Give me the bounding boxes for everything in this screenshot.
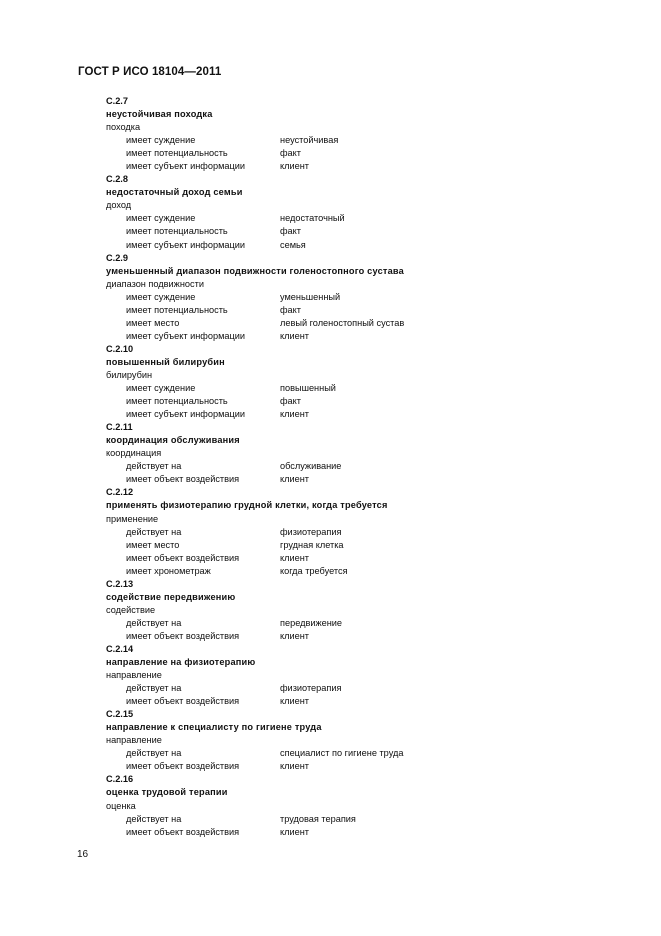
attribute-value: семья bbox=[280, 239, 306, 250]
attribute-row bbox=[106, 408, 606, 421]
attribute-name: имеет потенциальность bbox=[126, 304, 228, 315]
entry-section bbox=[106, 486, 606, 577]
attribute-name: имеет потенциальность bbox=[126, 226, 228, 237]
attribute-name: действует на bbox=[126, 461, 182, 472]
attribute-name: имеет субъект информации bbox=[126, 161, 246, 172]
attribute-value: клиент bbox=[280, 474, 310, 485]
attribute-row bbox=[106, 747, 606, 760]
attribute-value: специалист по гигиене труда bbox=[280, 748, 404, 759]
document-content bbox=[106, 95, 606, 839]
page-number: 16 bbox=[77, 849, 89, 860]
entry-concept: билирубин bbox=[106, 369, 153, 380]
attribute-name: имеет суждение bbox=[126, 291, 196, 302]
attribute-row bbox=[106, 539, 606, 552]
entry-section bbox=[106, 773, 606, 838]
entry-code: С.2.10 bbox=[106, 343, 134, 354]
entry-code: С.2.7 bbox=[106, 96, 128, 106]
attribute-name: имеет объект воздействия bbox=[126, 826, 240, 837]
attribute-name: имеет объект воздействия bbox=[126, 761, 240, 772]
attribute-row bbox=[106, 526, 606, 539]
attribute-row bbox=[106, 760, 606, 773]
attribute-name: имеет субъект информации bbox=[126, 330, 246, 341]
document-header: ГОСТ Р ИСО 18104—2011 bbox=[78, 66, 222, 78]
attribute-name: имеет суждение bbox=[126, 135, 196, 146]
entry-section bbox=[106, 578, 606, 643]
attribute-row bbox=[106, 395, 606, 408]
attribute-row bbox=[106, 826, 606, 839]
entry-section bbox=[106, 173, 606, 251]
attribute-value: физиотерапия bbox=[280, 526, 342, 537]
attribute-value: грудная клетка bbox=[280, 539, 344, 550]
attribute-value: когда требуется bbox=[280, 565, 348, 576]
entry-term: неустойчивая походка bbox=[106, 109, 213, 120]
attribute-value: уменьшенный bbox=[280, 291, 341, 302]
attribute-value: недостаточный bbox=[280, 213, 345, 224]
attribute-name: имеет место bbox=[126, 317, 180, 328]
entry-term: повышенный билирубин bbox=[106, 356, 225, 367]
entry-concept: применение bbox=[106, 513, 159, 524]
attribute-row bbox=[106, 134, 606, 147]
entry-section bbox=[106, 643, 606, 708]
attribute-row bbox=[106, 239, 606, 252]
entry-section bbox=[106, 421, 606, 486]
attribute-name: действует на bbox=[126, 526, 182, 537]
entry-concept: координация bbox=[106, 448, 162, 459]
entry-code: С.2.16 bbox=[106, 774, 134, 785]
attribute-row bbox=[106, 304, 606, 317]
attribute-row bbox=[106, 565, 606, 578]
attribute-row bbox=[106, 317, 606, 330]
attribute-value: клиент bbox=[280, 161, 310, 172]
entry-concept: диапазон подвижности bbox=[106, 278, 204, 289]
attribute-row bbox=[106, 291, 606, 304]
attribute-value: клиент bbox=[280, 409, 310, 420]
attribute-row bbox=[106, 225, 606, 238]
attribute-row bbox=[106, 617, 606, 630]
attribute-row bbox=[106, 330, 606, 343]
entry-term: содействие передвижению bbox=[106, 591, 236, 602]
attribute-row bbox=[106, 460, 606, 473]
attribute-value: неустойчивая bbox=[280, 135, 339, 146]
attribute-row bbox=[106, 552, 606, 565]
attribute-row bbox=[106, 147, 606, 160]
attribute-value: клиент bbox=[280, 330, 310, 341]
entry-term: оценка трудовой терапии bbox=[106, 787, 228, 798]
entry-code: С.2.14 bbox=[106, 643, 134, 654]
attribute-name: имеет объект воздействия bbox=[126, 630, 240, 641]
entry-concept: направление bbox=[106, 670, 162, 681]
attribute-name: действует на bbox=[126, 617, 182, 628]
entry-code: С.2.13 bbox=[106, 578, 134, 589]
attribute-name: имеет хронометраж bbox=[126, 565, 211, 576]
attribute-name: имеет потенциальность bbox=[126, 148, 228, 159]
entry-section bbox=[106, 95, 606, 173]
entry-section bbox=[106, 708, 606, 773]
entry-concept: доход bbox=[106, 200, 132, 211]
attribute-row bbox=[106, 813, 606, 826]
attribute-name: имеет объект воздействия bbox=[126, 552, 240, 563]
entry-concept: направление bbox=[106, 735, 162, 746]
attribute-name: имеет субъект информации bbox=[126, 409, 246, 420]
attribute-row bbox=[106, 473, 606, 486]
entry-term: координация обслуживания bbox=[106, 435, 240, 446]
attribute-name: действует на bbox=[126, 683, 182, 694]
attribute-name: имеет место bbox=[126, 539, 180, 550]
attribute-row bbox=[106, 695, 606, 708]
entry-term: направление на физиотерапию bbox=[106, 657, 256, 668]
attribute-value: клиент bbox=[280, 630, 310, 641]
attribute-name: имеет потенциальность bbox=[126, 396, 228, 407]
attribute-name: действует на bbox=[126, 748, 182, 759]
entry-section bbox=[106, 343, 606, 421]
entry-section bbox=[106, 252, 606, 343]
entry-code: С.2.8 bbox=[106, 174, 128, 185]
attribute-name: имеет объект воздействия bbox=[126, 474, 240, 485]
attribute-value: физиотерапия bbox=[280, 683, 342, 694]
entry-concept: походка bbox=[106, 122, 141, 133]
attribute-value: факт bbox=[280, 396, 301, 407]
entry-term: применять физиотерапию грудной клетки, когда требуется bbox=[106, 500, 388, 511]
attribute-row bbox=[106, 382, 606, 395]
entry-term: недостаточный доход семьи bbox=[106, 187, 243, 198]
attribute-row bbox=[106, 212, 606, 225]
entry-code: С.2.11 bbox=[106, 422, 133, 433]
attribute-value: клиент bbox=[280, 826, 310, 837]
attribute-name: имеет суждение bbox=[126, 383, 196, 394]
attribute-value: факт bbox=[280, 226, 301, 237]
entry-concept: содействие bbox=[106, 604, 156, 615]
entry-term: уменьшенный диапазон подвижности голеностопного сустава bbox=[106, 265, 404, 276]
attribute-name: имеет субъект информации bbox=[126, 239, 246, 250]
attribute-value: факт bbox=[280, 304, 301, 315]
attribute-row bbox=[106, 682, 606, 695]
attribute-value: повышенный bbox=[280, 383, 336, 394]
attribute-row bbox=[106, 630, 606, 643]
entry-code: С.2.12 bbox=[106, 487, 134, 498]
attribute-value: левый голеностопный сустав bbox=[280, 317, 405, 328]
entry-concept: оценка bbox=[106, 800, 136, 811]
attribute-value: клиент bbox=[280, 761, 310, 772]
attribute-value: клиент bbox=[280, 696, 310, 707]
attribute-value: клиент bbox=[280, 552, 310, 563]
attribute-value: факт bbox=[280, 148, 301, 159]
attribute-name: имеет суждение bbox=[126, 213, 196, 224]
entry-code: С.2.9 bbox=[106, 252, 128, 263]
attribute-row bbox=[106, 160, 606, 173]
attribute-name: действует на bbox=[126, 813, 182, 824]
entry-code: С.2.15 bbox=[106, 709, 134, 720]
attribute-value: обслуживание bbox=[280, 461, 342, 472]
attribute-value: передвижение bbox=[280, 617, 343, 628]
attribute-value: трудовая терапия bbox=[280, 813, 356, 824]
entry-term: направление к специалисту по гигиене труда bbox=[106, 722, 322, 733]
attribute-name: имеет объект воздействия bbox=[126, 696, 240, 707]
